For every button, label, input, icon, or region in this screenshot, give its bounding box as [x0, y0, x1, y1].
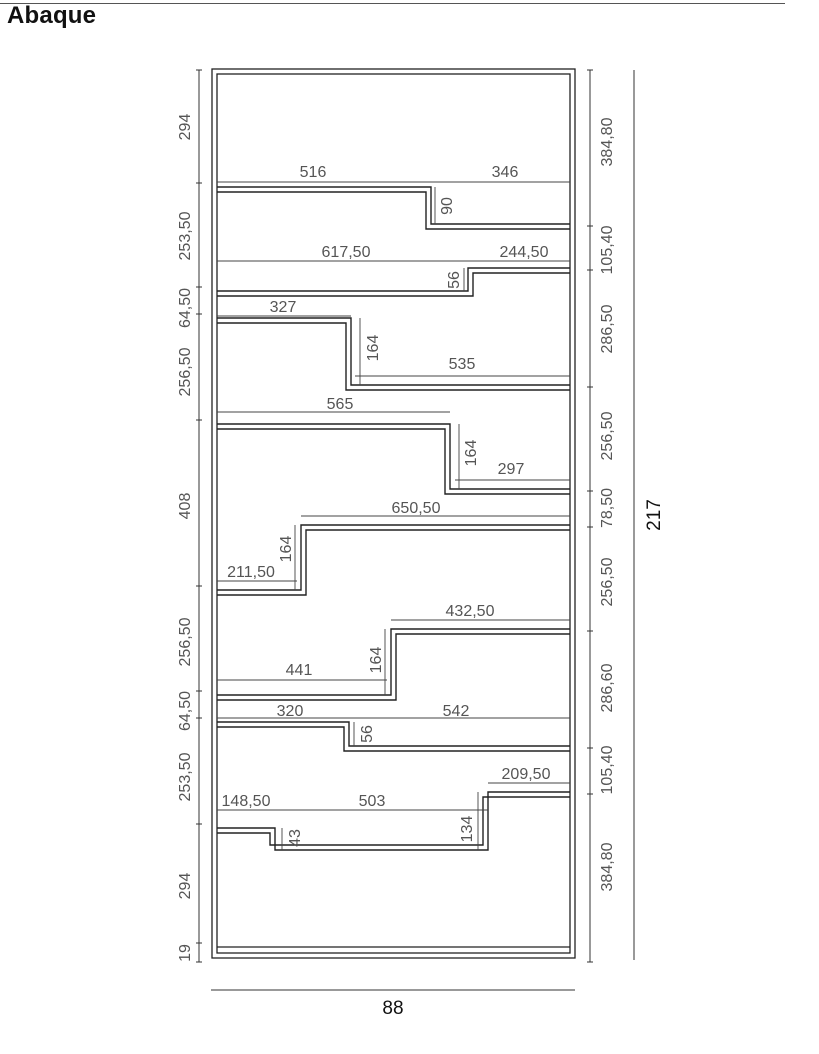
shelf-labels [222, 164, 551, 847]
shelf-2-right: 244,50 [499, 244, 549, 261]
shelf-8-left: 148,50 [221, 793, 271, 810]
left-dim-7: 64,50 [177, 690, 194, 732]
shelf-7-step: 56 [359, 725, 376, 743]
shelf-5-profile-inner [217, 530, 570, 595]
left-dim-9: 294 [177, 872, 194, 900]
right-dim-1: 384,80 [599, 117, 616, 167]
right-dim-4: 256,50 [599, 411, 616, 461]
shelf-7-profile [217, 722, 570, 746]
shelf-5-left: 211,50 [227, 564, 275, 581]
shelf-6-profile [217, 629, 570, 695]
left-dim-10: 19 [177, 944, 194, 962]
right-dimensions [599, 117, 616, 891]
shelf-7-left: 320 [276, 703, 304, 720]
right-dim-3: 286,50 [599, 304, 616, 354]
shelf-1-right: 346 [491, 164, 519, 181]
shelf-8-right: 209,50 [501, 766, 551, 783]
shelf-2-left: 617,50 [321, 244, 371, 261]
left-dim-3: 64,50 [177, 287, 194, 329]
right-dim-6: 256,50 [599, 557, 616, 607]
shelf-6-left: 441 [285, 662, 313, 679]
shelf-2-step: 56 [446, 271, 463, 289]
shelf-4-profile [217, 424, 570, 489]
shelf-6-right: 432,50 [445, 603, 495, 620]
left-dim-6: 256,50 [177, 617, 194, 667]
shelf-3-left: 327 [269, 299, 297, 316]
shelf-8-step-right: 134 [459, 815, 476, 843]
right-dim-7: 286,60 [599, 663, 616, 713]
shelf-7-right: 542 [442, 703, 470, 720]
shelf-1-left: 516 [299, 164, 327, 181]
right-dim-5: 78,50 [599, 487, 616, 529]
shelf-4-right: 297 [497, 461, 525, 478]
shelf-profiles [217, 187, 570, 850]
left-dim-1: 294 [177, 113, 194, 141]
right-dim-8: 105,40 [599, 745, 616, 795]
shelf-5-step: 164 [278, 535, 295, 563]
shelf-4-left: 565 [326, 396, 354, 413]
left-dimensions [177, 114, 194, 962]
left-dim-2: 253,50 [177, 211, 194, 261]
right-dim-9: 384,80 [599, 842, 616, 892]
shelf-5-right: 650,50 [391, 500, 441, 517]
shelf-2-profile [217, 268, 570, 291]
shelf-3-profile-inner [217, 323, 570, 390]
shelf-3-profile [217, 318, 570, 385]
page-title: Abaque [7, 2, 97, 29]
shelf-6-step: 164 [368, 646, 385, 674]
shelf-4-step: 164 [463, 439, 480, 467]
shelf-1-step: 90 [439, 197, 456, 215]
total-height-label: 217 [644, 499, 665, 531]
shelf-8-middle: 503 [358, 793, 386, 810]
left-dim-8: 253,50 [177, 752, 194, 802]
total-width-label: 88 [382, 998, 404, 1019]
shelf-8-step-left: 43 [287, 829, 304, 847]
shelf-3-right: 535 [448, 356, 476, 373]
left-dim-5: 408 [177, 492, 194, 520]
left-dim-4: 256,50 [177, 347, 194, 397]
shelf-2-profile-inner [217, 273, 570, 296]
shelf-7-profile-inner [217, 727, 570, 751]
right-dim-2: 105,40 [599, 225, 616, 275]
shelf-3-step: 164 [365, 334, 382, 362]
shelf-6-profile-inner [217, 634, 570, 700]
